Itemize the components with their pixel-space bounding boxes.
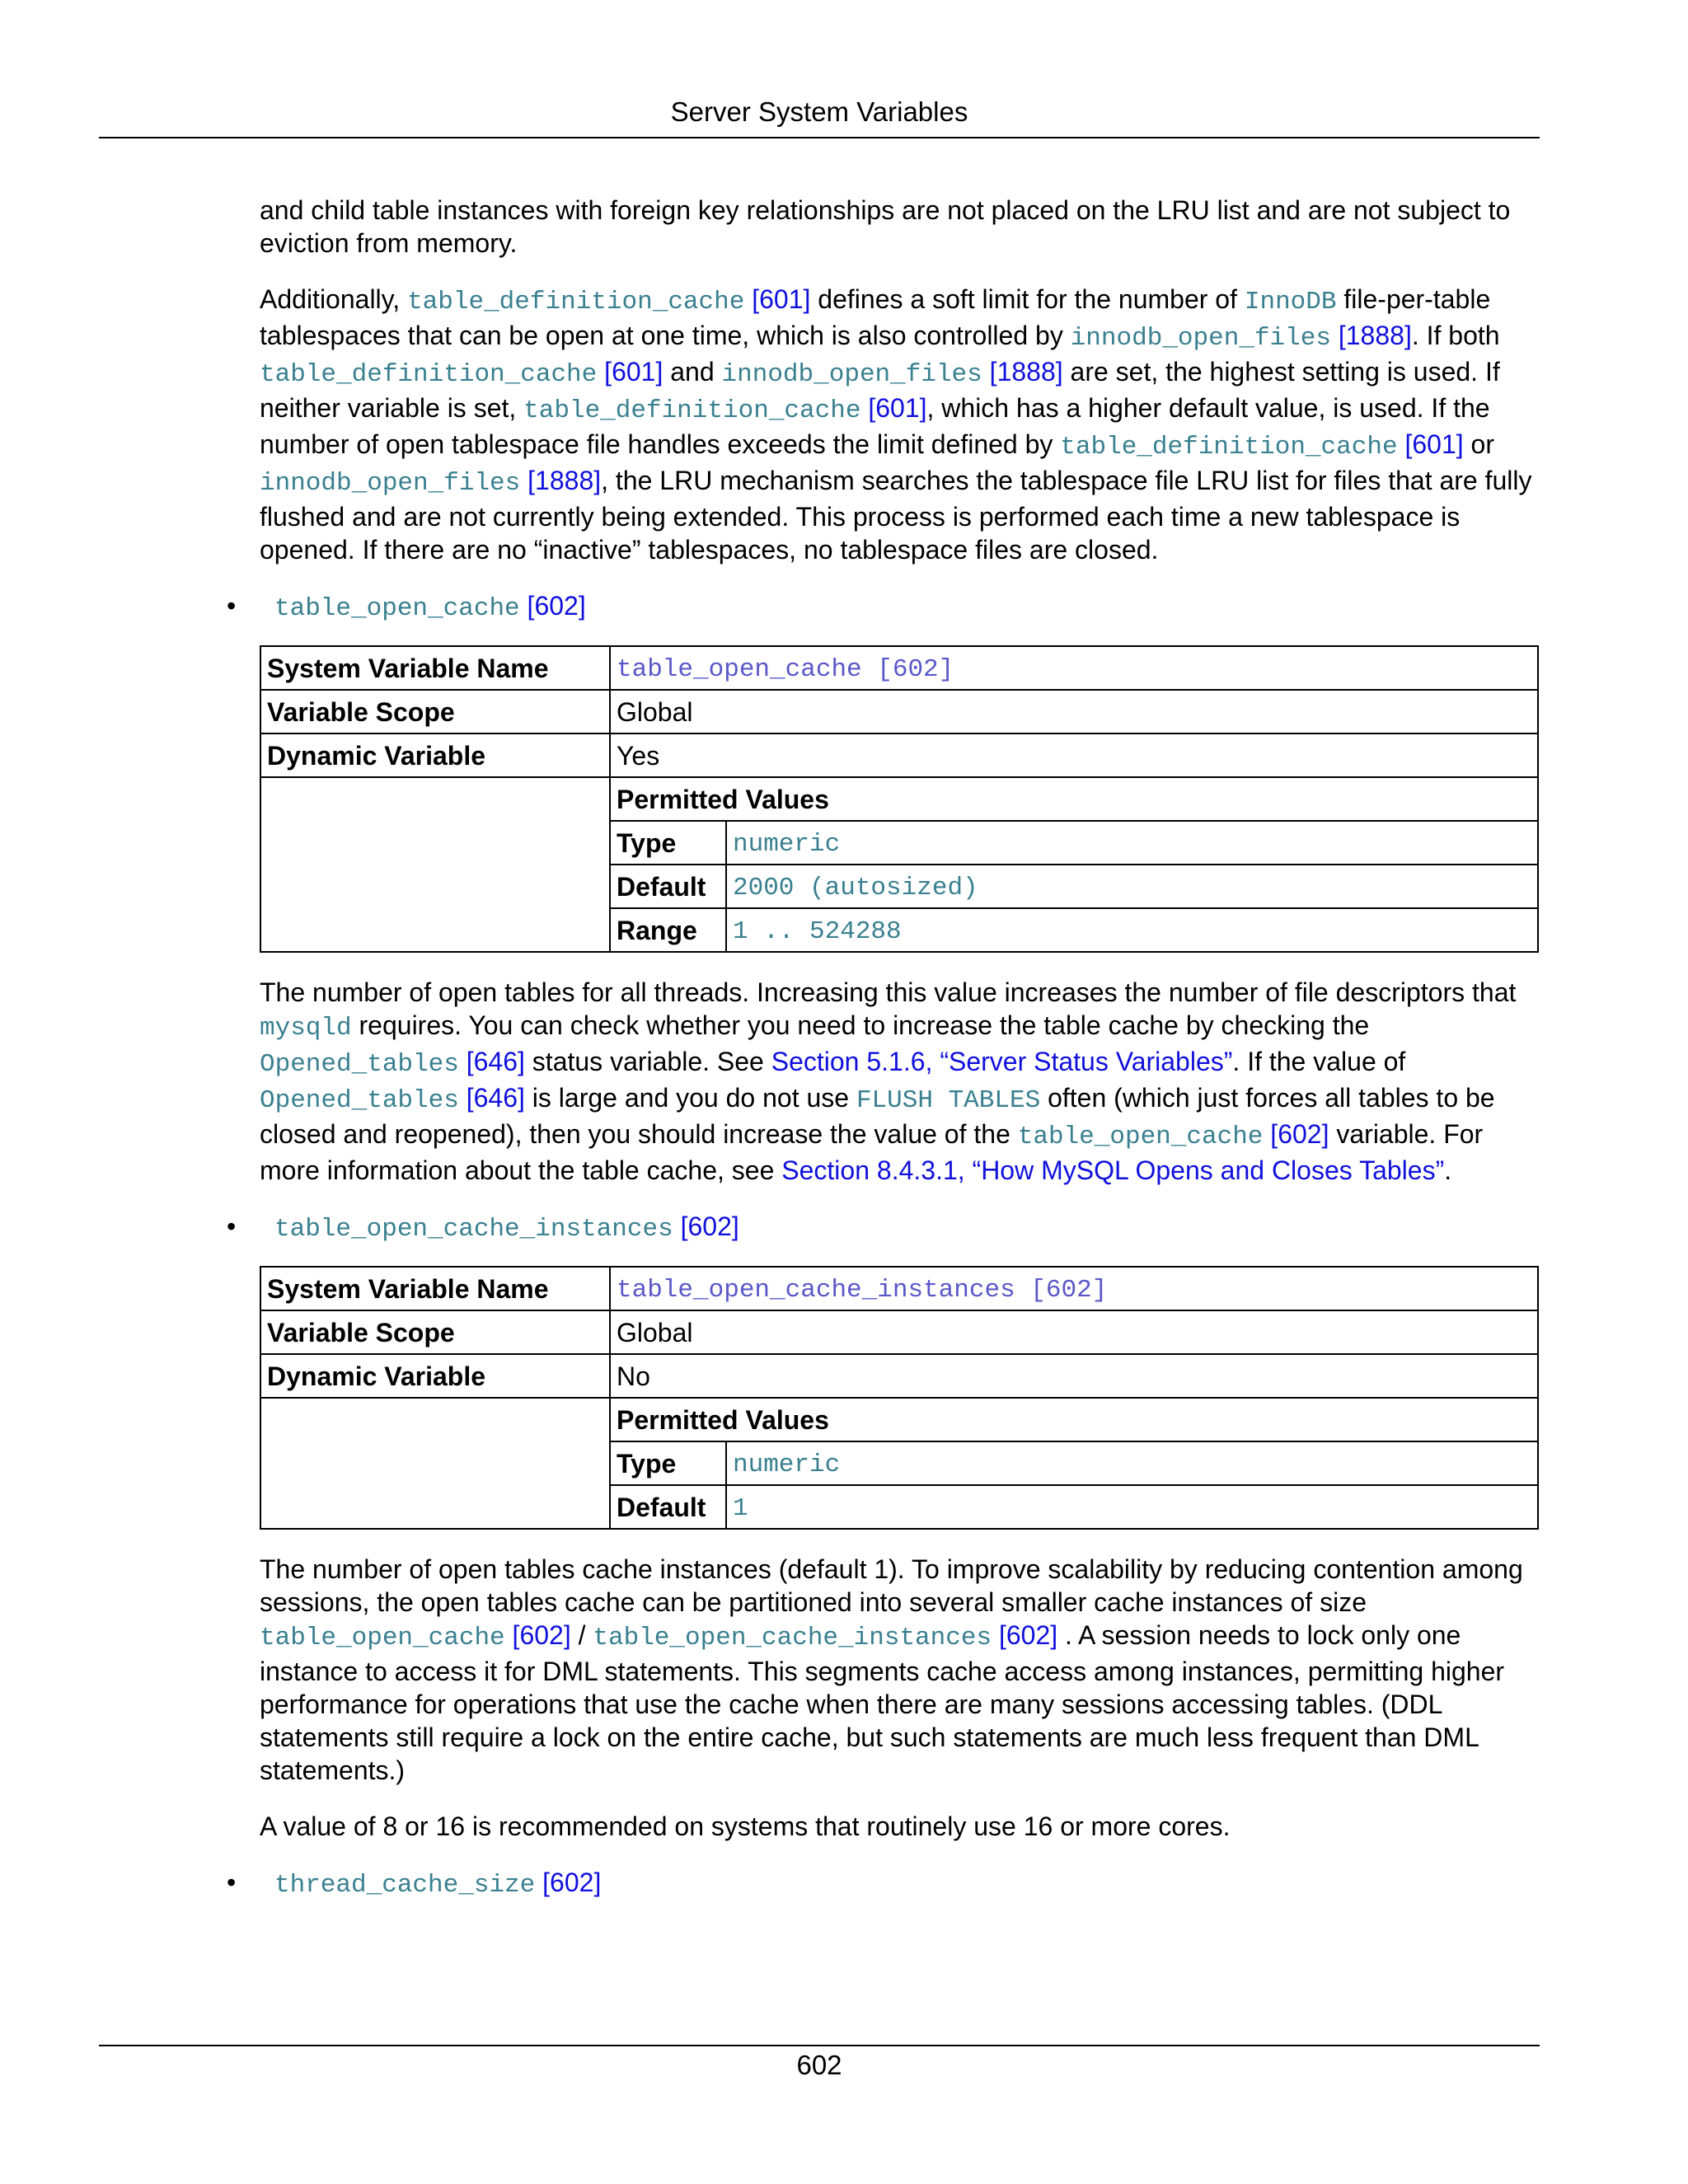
value-type bbox=[726, 1441, 1538, 1485]
value-default bbox=[726, 865, 1538, 908]
value-system-variable-name bbox=[610, 1267, 1538, 1310]
table-open-cache-description bbox=[260, 976, 1541, 1187]
text-fragment: . If both bbox=[1411, 321, 1500, 350]
text-fragment: variable. For more information about the table cache, see bbox=[260, 1119, 1484, 1185]
intro-paragraph-1: and child table instances with foreign key relationships are not placed on the LRU list and are not subject to eviction from memory. bbox=[260, 195, 1511, 258]
label-system-variable-name: System Variable Name bbox=[260, 646, 610, 690]
var-innodb: InnoDB bbox=[1244, 288, 1337, 316]
text-fragment: . A session needs to lock only one instance to access it for DML statements. This segments cache access among instances, permitting higher performance for operations that use the cache when there are many sessions accessing tables. (DDL statements still require a lock on the entire cache, but such statements are much less frequent than DML statements.) bbox=[260, 1620, 1505, 1785]
type-value: numeric bbox=[733, 829, 841, 859]
ref-link[interactable]: [601] bbox=[752, 284, 811, 314]
value-variable-scope: Global bbox=[610, 690, 1538, 733]
intro-paragraph-2 bbox=[260, 283, 1541, 566]
ref-link[interactable]: [602] bbox=[527, 591, 586, 621]
text-fragment: file-per-table tablespaces that can be open at one time, which is also controlled by bbox=[260, 284, 1491, 350]
var-table-open-cache[interactable]: table_open_cache bbox=[274, 594, 520, 623]
value-dynamic-variable: No bbox=[610, 1354, 1538, 1398]
system-variable-link[interactable]: table_open_cache_instances [602] bbox=[617, 1275, 1108, 1305]
text-fragment: / bbox=[570, 1620, 593, 1650]
label-dynamic-variable: Dynamic Variable bbox=[260, 1354, 610, 1398]
variable-table-table-open-cache-instances bbox=[260, 1266, 1539, 1530]
var-table-open-cache-instances[interactable]: table_open_cache_instances bbox=[593, 1624, 992, 1652]
page-content bbox=[227, 194, 1541, 1922]
recommendation-note: A value of 8 or 16 is recommended on systems that routinely use 16 or more cores. bbox=[260, 1811, 1231, 1841]
var-table-definition-cache[interactable]: table_definition_cache bbox=[260, 360, 598, 389]
table-row bbox=[260, 646, 1538, 690]
text-fragment: The number of open tables cache instances (default 1). To improve scalability by reducing contention among sessions, the open tables cache can be partitioned into several smaller cache instances of size bbox=[260, 1554, 1523, 1617]
permitted-values-header: Permitted Values bbox=[610, 1398, 1538, 1441]
var-innodb-open-files[interactable]: innodb_open_files bbox=[721, 360, 982, 389]
ref-link[interactable]: [602] bbox=[542, 1868, 602, 1897]
page-header: Server System Variables bbox=[670, 96, 968, 127]
header-divider bbox=[99, 137, 1540, 138]
text-fragment: often (which just forces all tables to be closed and reopened), then you should increase the value of the bbox=[260, 1083, 1495, 1149]
type-value: numeric bbox=[733, 1450, 841, 1479]
bullet-icon: • bbox=[227, 1868, 237, 1897]
label-type: Type bbox=[610, 1441, 726, 1485]
empty-cell bbox=[260, 777, 610, 952]
variable-table-table-open-cache bbox=[260, 645, 1539, 953]
page-number: 602 bbox=[796, 2050, 842, 2080]
label-default: Default bbox=[610, 1485, 726, 1529]
text-fragment: . bbox=[1444, 1155, 1452, 1185]
var-table-open-cache[interactable]: table_open_cache bbox=[260, 1624, 505, 1652]
default-value: 2000 (autosized) bbox=[733, 873, 978, 902]
permitted-values-header: Permitted Values bbox=[610, 777, 1538, 821]
ref-link[interactable]: [602] bbox=[512, 1620, 571, 1650]
ref-link[interactable]: [1888] bbox=[528, 466, 602, 495]
ref-link[interactable]: [602] bbox=[1270, 1119, 1329, 1149]
var-table-definition-cache[interactable]: table_definition_cache bbox=[407, 288, 745, 316]
table-row bbox=[260, 777, 1538, 821]
label-system-variable-name: System Variable Name bbox=[260, 1267, 610, 1310]
label-variable-scope: Variable Scope bbox=[260, 1310, 610, 1354]
value-range bbox=[726, 908, 1538, 952]
var-table-definition-cache[interactable]: table_definition_cache bbox=[1060, 433, 1398, 462]
text-fragment: The number of open tables for all threads. Increasing this value increases the number of file descriptors that bbox=[260, 977, 1517, 1007]
text-fragment: or bbox=[1463, 429, 1494, 459]
var-innodb-open-files[interactable]: innodb_open_files bbox=[1070, 324, 1331, 353]
label-variable-scope: Variable Scope bbox=[260, 690, 610, 733]
section-link-server-status-variables[interactable]: Section 5.1.6, “Server Status Variables” bbox=[771, 1047, 1233, 1076]
table-row bbox=[260, 733, 1538, 777]
text-fragment: , the LRU mechanism searches the tablespace file LRU list for files that are fully flushed and are not currently being extended. This process is performed each time a new tablespace is opened. If there are no “inactive” tablespaces, no tablespace files are closed. bbox=[260, 466, 1532, 565]
text-fragment: and bbox=[663, 357, 722, 387]
default-value: 1 bbox=[733, 1493, 748, 1523]
table-row bbox=[260, 1354, 1538, 1398]
bullet-icon: • bbox=[227, 1212, 237, 1241]
value-system-variable-name bbox=[610, 646, 1538, 690]
ref-link[interactable]: [602] bbox=[998, 1620, 1058, 1650]
value-dynamic-variable: Yes bbox=[610, 733, 1538, 777]
label-range: Range bbox=[610, 908, 726, 952]
text-fragment: defines a soft limit for the number of bbox=[810, 284, 1245, 314]
section-link-how-mysql-opens-tables[interactable]: Section 8.4.3.1, “How MySQL Opens and Closes Tables” bbox=[781, 1155, 1445, 1185]
var-table-open-cache[interactable]: table_open_cache bbox=[1017, 1122, 1264, 1151]
text-fragment: Additionally, bbox=[260, 284, 408, 314]
var-opened-tables[interactable]: Opened_tables bbox=[260, 1050, 459, 1079]
text-fragment: is large and you do not use bbox=[524, 1083, 856, 1113]
bullet-icon: • bbox=[227, 591, 237, 621]
bullet-thread-cache-size bbox=[227, 1866, 1541, 1902]
bullet-table-open-cache bbox=[227, 589, 1541, 626]
label-type: Type bbox=[610, 821, 726, 865]
value-variable-scope: Global bbox=[610, 1310, 1538, 1354]
table-open-cache-instances-description bbox=[260, 1553, 1541, 1787]
label-dynamic-variable: Dynamic Variable bbox=[260, 733, 610, 777]
text-fragment: requires. You can check whether you need to increase the table cache by checking the bbox=[351, 1010, 1370, 1040]
footer-divider bbox=[99, 2045, 1540, 2046]
ref-link[interactable]: [646] bbox=[466, 1047, 525, 1076]
value-type bbox=[726, 821, 1538, 865]
table-row bbox=[260, 1267, 1538, 1310]
var-opened-tables[interactable]: Opened_tables bbox=[260, 1086, 459, 1115]
table-row bbox=[260, 1398, 1538, 1441]
var-table-definition-cache[interactable]: table_definition_cache bbox=[523, 396, 861, 425]
var-thread-cache-size[interactable]: thread_cache_size bbox=[274, 1871, 536, 1900]
bullet-table-open-cache-instances bbox=[227, 1210, 1541, 1246]
empty-cell bbox=[260, 1398, 610, 1529]
table-row bbox=[260, 1310, 1538, 1354]
ref-link[interactable]: [1888] bbox=[1338, 321, 1412, 350]
statement-flush-tables[interactable]: FLUSH TABLES bbox=[856, 1086, 1041, 1115]
value-default bbox=[726, 1485, 1538, 1529]
ref-link[interactable]: [601] bbox=[1404, 429, 1464, 459]
table-row bbox=[260, 690, 1538, 733]
text-fragment: . If the value of bbox=[1232, 1047, 1406, 1076]
var-innodb-open-files[interactable]: innodb_open_files bbox=[260, 469, 521, 498]
text-fragment: , which has a higher default value, is used. If the number of open tablespace file handles exceeds the limit defined by bbox=[260, 393, 1490, 459]
text-fragment: status variable. See bbox=[524, 1047, 771, 1076]
range-value: 1 .. 524288 bbox=[733, 916, 902, 946]
system-variable-link[interactable]: table_open_cache [602] bbox=[617, 654, 954, 684]
ref-link[interactable]: [602] bbox=[680, 1212, 739, 1241]
var-mysqld: mysqld bbox=[260, 1014, 352, 1043]
ref-link[interactable]: [1888] bbox=[989, 357, 1063, 387]
label-default: Default bbox=[610, 865, 726, 908]
ref-link[interactable]: [601] bbox=[604, 357, 663, 387]
ref-link[interactable]: [646] bbox=[466, 1083, 525, 1113]
var-table-open-cache-instances[interactable]: table_open_cache_instances bbox=[274, 1215, 673, 1244]
text-fragment: are set, the highest setting is used. If neither variable is set, bbox=[260, 357, 1500, 423]
ref-link[interactable]: [601] bbox=[868, 393, 927, 423]
